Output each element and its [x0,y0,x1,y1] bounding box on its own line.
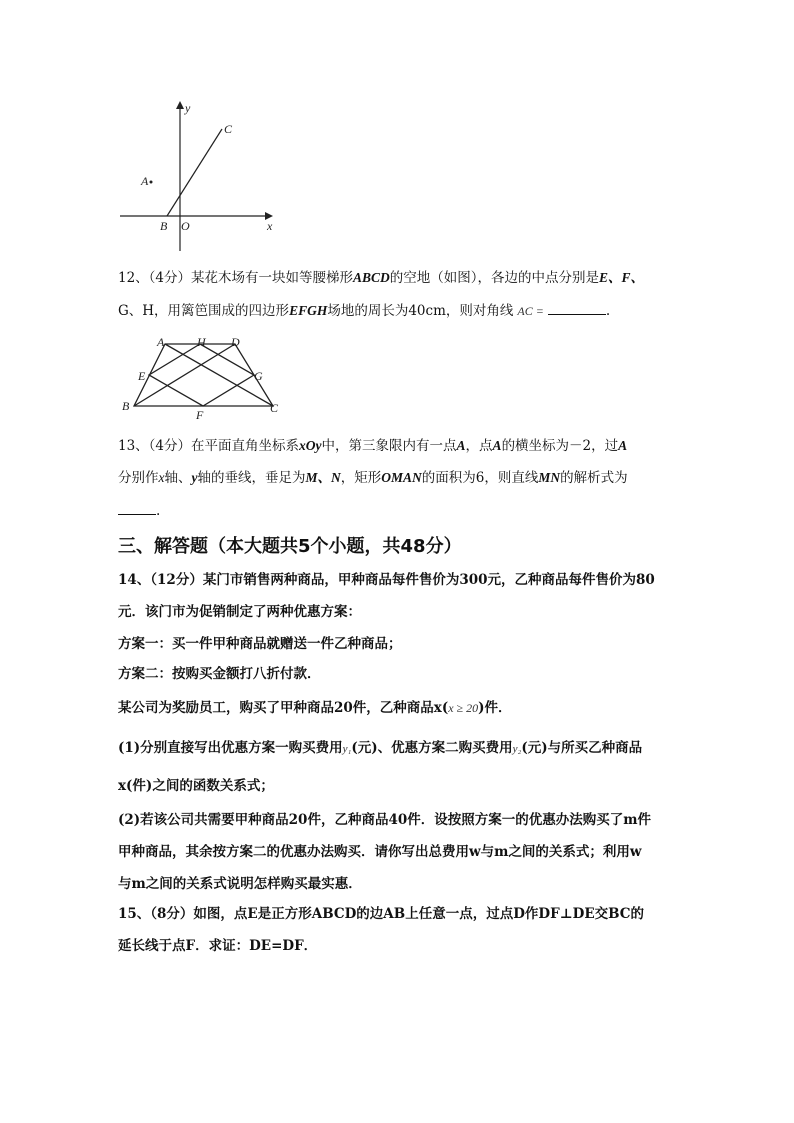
coordinate-figure [115,96,285,256]
q13-line-2: 分别作x轴、y轴的垂线，垂足为M、N，矩形OMAN的面积为6，则直线MN的解析式为 [118,470,628,486]
q15-line-2: 延长线于点F．求证：DE=DF． [118,938,318,954]
q14-line-10: 与m之间的关系式说明怎样购买最实惠． [118,876,362,892]
q14-line-6: (1)分别直接写出优惠方案一购买费用y₁(元)、优惠方案二购买费用y₂(元)与所买乙种商品 [118,740,643,756]
q15-line-1: 15、（8分）如图，点E是正方形ABCD的边AB上任意一点，过点D作DF⊥DE交BC的 [118,906,645,922]
point-a [150,181,153,184]
label-c: C [224,122,233,136]
label-x: x [267,219,273,233]
q13-line-1: 13、（4分）在平面直角坐标系xOy中，第三象限内有一点A，点A的横坐标为－2，过A [118,438,628,454]
q14-line-1: 14、（12分）某门市销售两种商品，甲种商品每件售价为300元，乙种商品每件售价为80 [118,572,655,588]
q13-line-3: . [118,500,160,521]
label-b: B [160,219,168,233]
q12-line-1: 12、（4分）某花木场有一块如等腰梯形ABCD的空地（如图），各边的中点分别是E、F、 [118,270,645,286]
trap-label-e: E [138,369,146,383]
trap-label-c: C [270,401,279,415]
trap-label-h: H [197,335,206,349]
trap-label-a: A [157,335,165,349]
trap-label-d: D [231,335,240,349]
line-bc [167,129,222,216]
q14-line-5: 某公司为奖励员工，购买了甲种商品20件，乙种商品x(x ≥ 20)件． [118,700,512,716]
q13-answer-blank[interactable] [118,500,156,515]
trap-label-b: B [122,399,130,413]
q12-answer-blank[interactable] [548,300,606,315]
trapezoid-figure [118,332,290,424]
label-y: y [185,101,191,115]
q12-line-2: G、H，用篱笆围成的四边形EFGH场地的周长为40cm，则对角线 AC = . [118,300,610,321]
q14-line-9: 甲种商品，其余按方案二的优惠办法购买．请你写出总费用w与m之间的关系式；利用w [118,844,642,860]
q14-line-2: 元．该门市为促销制定了两种优惠方案： [118,604,361,620]
trap-label-f: F [196,408,204,422]
trap-label-g: G [254,369,263,383]
q14-line-7: x(件)之间的函数关系式； [118,778,274,794]
q14-line-8: (2)若该公司共需要甲种商品20件，乙种商品40件．设按照方案一的优惠办法购买了m件 [118,812,652,828]
y-axis-arrow-icon [176,101,184,109]
q14-line-3: 方案一：买一件甲种商品就赠送一件乙种商品； [118,636,402,652]
label-o: O [181,219,190,233]
label-a: A [141,174,149,188]
q14-line-4: 方案二：按购买金额打八折付款． [118,666,321,682]
section-3-heading: 三、解答题（本大题共5个小题，共48分） [118,536,462,557]
